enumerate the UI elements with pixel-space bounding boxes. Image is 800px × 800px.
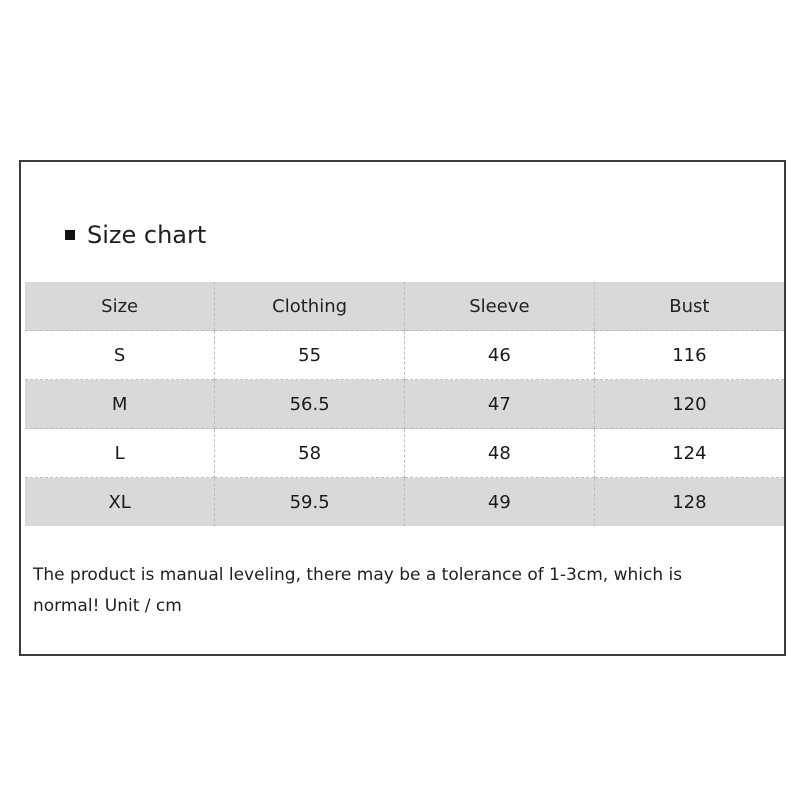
size-table (25, 282, 784, 526)
table-row (25, 429, 784, 478)
cell-clothing: 55 (215, 331, 405, 380)
cell-bust: 128 (594, 478, 784, 527)
cell-clothing: 59.5 (215, 478, 405, 527)
cell-size: M (25, 380, 215, 429)
cell-size: XL (25, 478, 215, 527)
column-header-bust: Bust (594, 282, 784, 331)
cell-size: S (25, 331, 215, 380)
cell-bust: 124 (594, 429, 784, 478)
cell-sleeve: 47 (405, 380, 595, 429)
cell-sleeve: 49 (405, 478, 595, 527)
cell-sleeve: 46 (405, 331, 595, 380)
size-chart-frame (19, 160, 786, 656)
size-chart-heading (65, 220, 206, 250)
cell-bust: 120 (594, 380, 784, 429)
table-header-row (25, 282, 784, 331)
table-row (25, 478, 784, 527)
column-header-clothing: Clothing (215, 282, 405, 331)
tolerance-note: The product is manual leveling, there may be a tolerance of 1-3cm, which is normal! Unit / cm (33, 565, 683, 616)
square-bullet-icon (65, 230, 75, 240)
cell-size: L (25, 429, 215, 478)
size-chart-title: Size chart (87, 221, 207, 249)
column-header-sleeve: Sleeve (405, 282, 595, 331)
cell-bust: 116 (594, 331, 784, 380)
column-header-size: Size (25, 282, 215, 331)
cell-sleeve: 48 (405, 429, 595, 478)
table-row (25, 380, 784, 429)
table-row (25, 331, 784, 380)
cell-clothing: 58 (215, 429, 405, 478)
cell-clothing: 56.5 (215, 380, 405, 429)
